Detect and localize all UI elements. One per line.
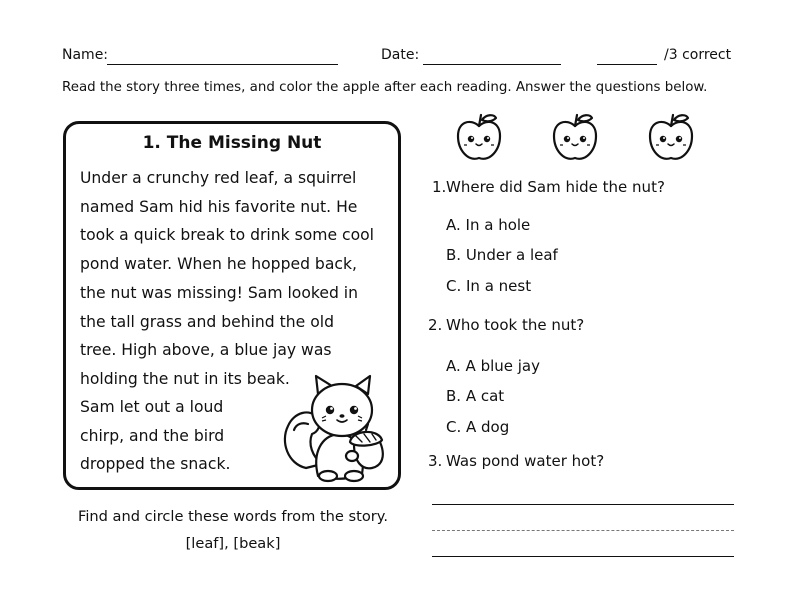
squirrel-with-acorn-icon xyxy=(282,372,392,484)
word-search-words: [leaf], [beak] xyxy=(185,535,281,552)
story-line: took a quick break to drink some cool xyxy=(80,226,374,244)
question-3-text: Was pond water hot? xyxy=(446,452,605,470)
answer-line-bottom[interactable] xyxy=(432,556,734,557)
name-label: Name: xyxy=(62,47,109,63)
question-2-number: 2. xyxy=(428,316,443,334)
question-1-option-c[interactable]: C. In a nest xyxy=(446,277,532,295)
apple-icon[interactable] xyxy=(648,112,694,164)
question-3-number: 3. xyxy=(428,452,443,470)
story-line: the nut was missing! Sam looked in xyxy=(80,284,359,302)
score-label: /3 correct xyxy=(664,47,732,63)
story-line: holding the nut in its beak. xyxy=(80,370,290,388)
answer-line-top[interactable] xyxy=(432,504,734,505)
date-label: Date: xyxy=(381,47,420,63)
question-1-number: 1. xyxy=(432,178,447,196)
apple-icon[interactable] xyxy=(552,112,598,164)
question-2-option-b[interactable]: B. A cat xyxy=(446,387,505,405)
score-field[interactable] xyxy=(597,64,657,65)
word-search-prompt: Find and circle these words from the story. xyxy=(77,508,388,525)
story-line: named Sam hid his favorite nut. He xyxy=(80,198,358,216)
instructions: Read the story three times, and color the apple after each reading. Answer the questions below. xyxy=(62,80,708,95)
question-1-option-b[interactable]: B. Under a leaf xyxy=(446,246,558,264)
story-title: 1. The Missing Nut xyxy=(142,133,322,153)
question-1-text: Where did Sam hide the nut? xyxy=(446,178,665,196)
date-field[interactable] xyxy=(423,64,561,65)
story-line: dropped the snack. xyxy=(80,455,231,473)
story-line: pond water. When he hopped back, xyxy=(80,255,357,273)
question-2-option-a[interactable]: A. A blue jay xyxy=(446,357,540,375)
story-line: the tall grass and behind the old xyxy=(80,313,334,331)
name-field[interactable] xyxy=(107,64,338,65)
apple-icon[interactable] xyxy=(456,112,502,164)
question-2-text: Who took the nut? xyxy=(446,316,585,334)
question-1-option-a[interactable]: A. In a hole xyxy=(446,216,531,234)
question-2-option-c[interactable]: C. A dog xyxy=(446,418,510,436)
answer-line-dashed[interactable] xyxy=(432,530,734,531)
story-line: Under a crunchy red leaf, a squirrel xyxy=(80,169,357,187)
story-line: chirp, and the bird xyxy=(80,427,225,445)
story-line: Sam let out a loud xyxy=(80,398,224,416)
story-line: tree. High above, a blue jay was xyxy=(80,341,332,359)
